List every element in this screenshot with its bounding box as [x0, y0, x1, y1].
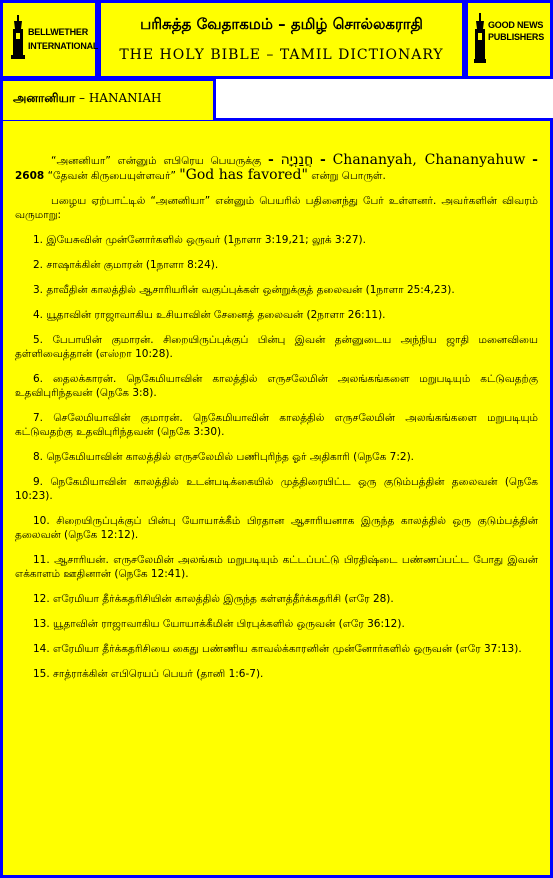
dash: -	[320, 152, 326, 168]
list-item: 10. சிறையிருப்புக்குப் பின்பு யோயாக்கீம் பிரதான ஆசாரியனாக இருந்த காலத்தில் ஒரு குடும்பத்தின் தலைவன் (நெகே 12:12).	[15, 515, 538, 541]
strongs-number: 2608	[15, 170, 45, 182]
bell-tower-icon	[11, 15, 25, 63]
logo-right-line2: PUBLISHERS	[488, 32, 545, 42]
list-item: 4. யூதாவின் ராஜாவாகிய உசியாவின் சேனைத் தலைவன் (2நாளா 26:11).	[33, 309, 386, 321]
dash: -	[267, 152, 274, 168]
list-item: 9. நெகேமியாவின் காலத்தில் உடன்படிக்கையில் முத்திரையிட்ட ஒரு குடும்பத்தின் தலைவன் (நெகே 10:23).	[15, 476, 538, 502]
list-item: 6. தைலக்காரன். நெகேமியாவின் காலத்தில் எருசலேமின் அலங்கங்களை மறுபடியும் கட்டுவதற்கு உதவிபுரிந்தவன் (நெகே 3:8).	[15, 373, 538, 399]
entry-title-tamil: அனானியா	[13, 91, 76, 105]
hebrew-word: חֲנַנְיָה	[280, 152, 314, 168]
entry-title-separator: –	[78, 91, 85, 105]
transliteration: Chananyah, Chananyahuw	[332, 152, 526, 168]
list-item: 5. பேபாயின் குமாரன். சிறையிருப்புக்குப் பின்பு இவன் தன்னுடைய அந்நிய ஜாதி மனைவியை தள்ளிவைத்தான் (எஸ்றா 10:28).	[15, 334, 538, 360]
list-item: 15. சாத்ராக்கின் எபிரெயப் பெயர் (தானி 1:6-7).	[33, 668, 264, 680]
entry-title-english: HANANIAH	[88, 91, 162, 105]
list-item: 11. ஆசாரியன். எருசலேமின் அலங்கம் மறுபடியும் கட்டப்பட்டு பிரதிஷ்டை பண்ணப்பட்ட போது இவன் எக்காளம் ஊதினான் (நெகே 12:41).	[15, 554, 538, 580]
entry-body	[0, 118, 553, 878]
list-item: 1. இயேசுவின் முன்னோர்களில் ஒருவர் (1நாளா 3:19,21; லூக் 3:27).	[33, 234, 366, 246]
list-item: 7. செலேமியாவின் குமாரன். நெகேமியாவின் காலத்தில் எருசலேமின் அலங்கங்களை மறுபடியும் கட்டுவதற்கு உதவிபுரிந்தவன் (நெகே 3:30).	[15, 412, 538, 438]
header-title-english: THE HOLY BIBLE – TAMIL DICTIONARY	[119, 47, 444, 63]
etymology-text: “அனனியா” என்னும் எபிரெய பெயருக்கு	[51, 155, 262, 167]
etymology-paragraph	[15, 153, 538, 183]
logo-right-line1: GOOD NEWS	[488, 20, 544, 30]
list-item: 13. யூதாவின் ராஜாவாகிய யோயாக்கீமின் பிரபுக்களில் ஒருவன் (எரே 36:12).	[33, 618, 405, 630]
entry-title-tab	[0, 78, 216, 120]
list-item: 12. எரேமியா தீர்க்கதரிசியின் காலத்தில் இருந்த கள்ளத்தீர்க்கதரிசி (எரே 28).	[33, 593, 394, 605]
list-item: 3. தாவீதின் காலத்தில் ஆசாரியரின் வகுப்புக்கள் ஒன்றுக்குத் தலைவன் (1நாளா 25:4,23).	[33, 284, 455, 296]
good-news-logo	[465, 0, 553, 79]
list-item: 14. எரேமியா தீர்க்கதரிசியை கைது பண்ணிய காவல்க்காரனின் முன்னோர்களில் ஒருவன் (எரே 37:13).	[33, 643, 522, 655]
dash: -	[532, 152, 538, 168]
tower-icon	[474, 13, 486, 65]
list-item: 2. சாஷாக்கின் குமாரன் (1நாளா 8:24).	[33, 259, 219, 271]
person-list	[15, 233, 538, 681]
logo-left-line1: BELLWETHER	[28, 27, 88, 37]
entry-content	[15, 153, 538, 692]
etymology-end: என்று பொருள்.	[311, 170, 386, 182]
dictionary-header	[98, 0, 465, 79]
bellwether-logo	[0, 0, 98, 79]
header-title-tamil: பரிசுத்த வேதாகமம் – தமிழ் சொல்லகராதி	[140, 15, 423, 33]
meaning-tamil: “தேவன் கிருபையுள்ளவர்”	[47, 170, 176, 182]
summary-paragraph: பழைய ஏற்பாட்டில் “அனனியா” என்னும் பெயரில் பதினைந்து பேர் உள்ளனர். அவர்களின் விவரம் வருமாறு:	[15, 195, 538, 221]
logo-left-line2: INTERNATIONAL	[28, 41, 99, 51]
list-item: 8. நெகேமியாவின் காலத்தில் எருசலேமில் பணிபுரிந்த ஓர் அதிகாரி (நெகே 7:2).	[33, 451, 414, 463]
meaning-english: "God has favored"	[179, 167, 308, 183]
